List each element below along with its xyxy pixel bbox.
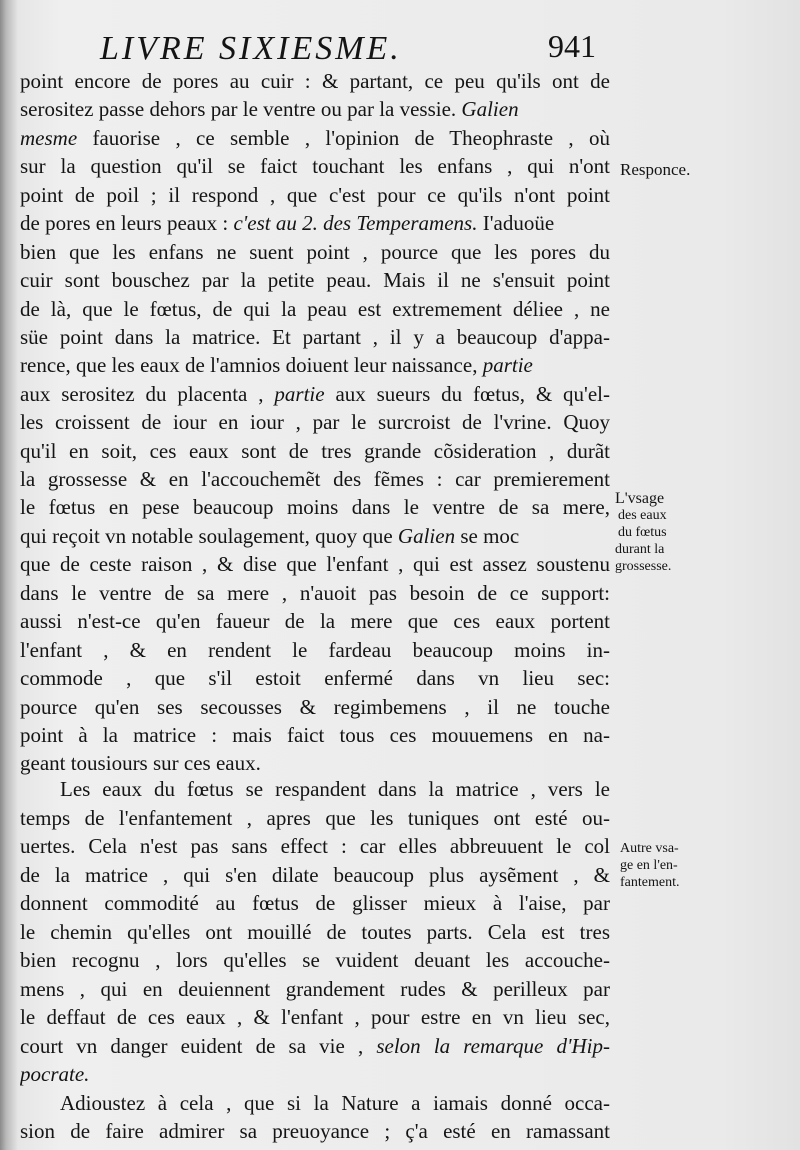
text-run: süe point dans la matrice. Et partant , il y a beaucoup d'appa-: [20, 325, 610, 349]
text-run: bien recognu , lors qu'elles se vuident deuant les accouche-: [20, 948, 610, 972]
margin-note-autre: [620, 840, 720, 891]
text-line: [20, 492, 610, 522]
text-run: de pores en leurs peaux :: [20, 211, 234, 235]
text-line: [20, 322, 610, 352]
text-run: point de poil ; il respond , que c'est pour ce qu'ils n'ont point: [20, 183, 610, 207]
text-line: [20, 720, 610, 750]
text-line: [20, 831, 610, 861]
text-line: [60, 1088, 610, 1118]
margin-note-line: des eaux: [618, 508, 667, 523]
text-run: court vn danger euident de sa vie ,: [20, 1034, 377, 1058]
text-line: [20, 208, 610, 238]
running-title: LIVRE SIXIESME.: [100, 30, 402, 67]
text-line: [20, 379, 610, 409]
text-run: qui reçoit vn notable soulagement, quoy que: [20, 524, 398, 548]
text-line: [20, 521, 610, 551]
text-run: se moc: [455, 524, 520, 548]
text-run: le deffaut de ces eaux , & l'enfant , pour estre en vn lieu sec,: [20, 1005, 610, 1029]
text-run: pource qu'en ses secousses & regimbemens , il ne touche: [20, 695, 610, 719]
text-line: [20, 888, 610, 918]
text-run: dans le ventre de sa mere , n'auoit pas besoin de ce support:: [20, 581, 610, 605]
text-line: [20, 350, 610, 380]
text-line: [20, 66, 610, 96]
page-number: 941: [548, 28, 596, 64]
text-line: [20, 180, 610, 210]
text-run: aux sueurs du fœtus, & qu'el-: [324, 382, 610, 406]
margin-note-line: Responce.: [620, 160, 691, 179]
margin-note-line: du fœtus: [618, 525, 667, 540]
text-run: Adioustez à cela , que si la Nature a iamais donné occa-: [60, 1091, 610, 1115]
text-run: le chemin qu'elles ont mouillé de toutes parts. Cela est tres: [20, 920, 610, 944]
text-line: [20, 237, 610, 267]
text-run: point encore de pores au cuir : & partant, ce peu qu'ils ont de: [20, 69, 610, 93]
text-line: [20, 803, 610, 833]
margin-note-usage: [615, 490, 715, 575]
text-line: [20, 407, 610, 437]
text-run: aussi n'est-ce qu'en faueur de la mere que ces eaux portent: [20, 609, 610, 633]
text-run: temps de l'enfantement , apres que les tuniques ont esté ou-: [20, 806, 610, 830]
text-run: commode , que s'il estoit enfermé dans vn lieu sec:: [20, 666, 610, 690]
text-line: [20, 123, 610, 153]
italic-text: Galien: [461, 97, 519, 121]
italic-text: selon la remarque d'Hip-: [376, 1034, 610, 1058]
italic-text: mesme: [20, 126, 78, 150]
text-line: [20, 635, 610, 665]
text-line: [20, 436, 610, 466]
text-run: de là, que le fœtus, de qui la peau est extremement déliee , ne: [20, 297, 610, 321]
text-line: [20, 945, 610, 975]
text-line: [20, 549, 610, 579]
text-line: [60, 774, 610, 804]
margin-note-line: durant la: [615, 542, 665, 557]
text-run: sur la question qu'il se faict touchant les enfans , qui n'ont: [20, 154, 610, 178]
text-run: I'aduoüe: [477, 211, 555, 235]
text-run: rence, que les eaux de l'amnios doiuent leur naissance,: [20, 353, 483, 377]
italic-text: Galien: [397, 524, 456, 548]
text-run: Les eaux du fœtus se respandent dans la matrice , vers le: [60, 777, 610, 801]
text-line: [20, 860, 610, 890]
text-line: [20, 294, 610, 324]
text-run: la grossesse & en l'accouchemẽt des fẽmes : car premierement: [20, 467, 610, 491]
text-line: [20, 265, 610, 295]
text-run: fauorise , ce semble , l'opinion de Theophraste , où: [77, 126, 610, 150]
italic-text: pocrate.: [20, 1062, 90, 1086]
text-line: [20, 1031, 610, 1061]
margin-note-line: L'vsage: [615, 490, 665, 507]
margin-note-line: ge en l'en-: [620, 858, 678, 873]
text-run: cuir sont bouschez par la petite peau. Mais il ne s'ensuit point: [20, 268, 610, 292]
italic-text: c'est au 2. des Temperamens.: [233, 211, 478, 235]
margin-note-line: grossesse.: [615, 559, 672, 574]
italic-text: partie: [274, 382, 325, 406]
text-line: [20, 464, 610, 494]
margin-note-responce: [620, 161, 720, 178]
text-line: [20, 1059, 610, 1089]
text-run: uertes. Cela n'est pas sans effect : car elles abbreuuent le col: [20, 834, 610, 858]
text-run: mens , qui en deuiennent grandement rudes & perilleux par: [20, 977, 610, 1001]
margin-note-line: fantement.: [620, 875, 680, 890]
text-run: les croissent de iour en iour , par le surcroist de l'vrine. Quoy: [20, 410, 610, 434]
margin-note-line: Autre vsa-: [620, 841, 679, 856]
text-run: geant tousiours sur ces eaux.: [20, 751, 261, 775]
text-line: [20, 94, 610, 124]
text-run: l'enfant , & en rendent le fardeau beaucoup moins in-: [20, 638, 610, 662]
text-line: [20, 606, 610, 636]
text-line: [20, 974, 610, 1004]
text-run: donnent commodité au fœtus de glisser mieux à l'aise, par: [20, 891, 610, 915]
text-run: le fœtus en pese beaucoup moins dans le ventre de sa mere,: [20, 495, 610, 519]
text-run: bien que les enfans ne suent point , pource que les pores du: [20, 240, 610, 264]
text-run: de la matrice , qui s'en dilate beaucoup plus aysẽment , &: [20, 863, 610, 887]
text-line: [20, 692, 610, 722]
text-line: [20, 151, 610, 181]
text-line: [20, 917, 610, 947]
text-run: aux serositez du placenta ,: [20, 382, 275, 406]
text-run: serositez passe dehors par le ventre ou par la vessie.: [20, 97, 462, 121]
text-run: qu'il en soit, ces eaux sont de tres grande cõsideration , durãt: [20, 439, 610, 463]
text-line: [20, 663, 610, 693]
text-run: sion de faire admirer sa preuoyance ; ç'a esté en ramassant: [20, 1119, 610, 1143]
italic-text: partie: [482, 353, 533, 377]
text-line: [20, 1116, 610, 1146]
text-line: [20, 1002, 610, 1032]
text-run: point à la matrice : mais faict tous ces mouuemens en na-: [20, 723, 610, 747]
running-header: [100, 30, 600, 70]
text-line: [20, 578, 610, 608]
text-run: que de ceste raison , & dise que l'enfant , qui est assez soustenu: [20, 552, 610, 576]
